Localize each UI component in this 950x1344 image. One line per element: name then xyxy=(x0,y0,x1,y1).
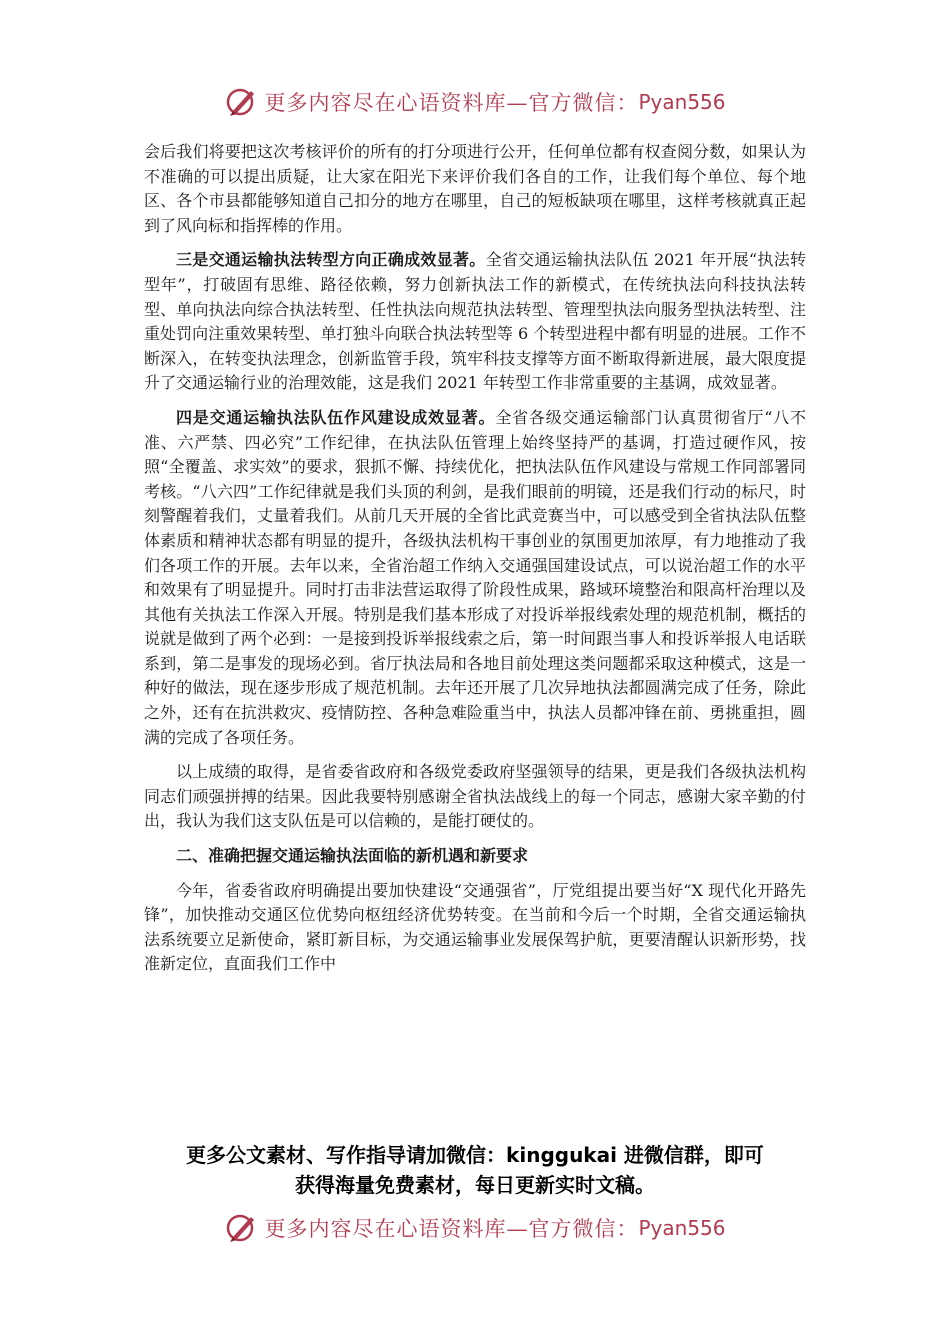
banner-wechat-id: Pyan556 xyxy=(638,90,726,114)
promo-line-1: 更多公文素材、写作指导请加微信：kinggukai 进微信群，即可 xyxy=(186,1143,764,1167)
paragraph-assessment: 会后我们将要把这次考核评价的所有的打分项进行公开，任何单位都有权查阅分数，如果认为不准确的可以提出质疑，让大家在阳光下来评价我们各自的工作，让我们每个单位、每个地区、各个市县都能够知道自己扣分的地方在哪里，自己的短板缺项在哪里，这样考核就真正起到了风向标和指挥棒的作用。 xyxy=(144,142,806,235)
banner-text: 更多内容尽在心语资料库—官方微信： xyxy=(264,91,639,115)
pen-logo-icon xyxy=(224,1211,258,1245)
paragraph-text: 全省各级交通运输部门认真贯彻省厅“八不准、六严禁、四必究”工作纪律，在执法队伍管理上始终坚持严的基调，打造过硬作风，按照“全覆盖、求实效”的要求，狠抓不懈、持续优化，把执法队伍作风建设与常规工作同部署同考核。“八六四”工作纪律就是我们头顶的利剑，是我们眼前的明镜，还是我们行动的标尺，时刻警醒着我们，丈量着我们。从前几天开展的全省比武竞赛当中，可以感受到全省执法队伍整体素质和精神状态都有明显的提升，各级执法机构干事创业的氛围更加浓厚，有力地推动了我们各项工作的开展。去年以来，全省治超工作纳入交通强国建设试点，可以说治超工作的水平和效果有了明显提升。同时打击非法营运取得了阶段性成果，路域环境整治和限高杆治理以及其他有关执法工作深入开展。特别是我们基本形成了对投诉举报线索处理的规范机制，概括的说就是做到了两个必到：一是接到投诉举报线索之后，第一时间跟当事人和投诉举报人电话联系到，第二是事发的现场必到。省厅执法局和各地目前处理这类问题都采取这种模式，这是一种好的做法，现在逐步形成了规范机制。去年还开展了几次异地执法都圆满完成了任务，除此之外，还有在抗洪救灾、疫情防控、各种急难险重当中，执法人员都冲锋在前、勇挑重担，圆满的完成了各项任务。 xyxy=(144,407,806,747)
promo-notice xyxy=(100,1140,850,1200)
document-body xyxy=(144,140,806,977)
promo-line-2: 获得海量免费素材，每日更新实时文稿。 xyxy=(295,1173,655,1197)
banner-wechat-id: Pyan556 xyxy=(638,1216,726,1240)
paragraph-lead: 三是交通运输执法转型方向正确成效显著。 xyxy=(176,250,486,270)
pen-logo-icon xyxy=(224,85,258,119)
header-watermark-banner xyxy=(0,82,950,122)
footer-watermark-banner xyxy=(0,1208,950,1248)
paragraph-thanks: 以上成绩的取得，是省委省政府和各级党委政府坚强领导的结果，更是我们各级执法机构同志们顽强拼搏的结果。因此我要特别感谢全省执法战线上的每一个同志，感谢大家辛勤的付出，我认为我们这支队伍是可以信赖的，是能打硬仗的。 xyxy=(144,762,806,831)
banner-text: 更多内容尽在心语资料库—官方微信： xyxy=(264,1217,639,1241)
paragraph-new-requirements: 今年，省委省政府明确提出要加快建设“交通强省”，厅党组提出要当好“X 现代化开路先锋”，加快推动交通区位优势向枢纽经济优势转变。在当前和今后一个时期，全省交通运输执法系统要立足新使命，紧盯新目标，为交通运输事业发展保驾护航，更要清醒认识新形势，找准新定位，直面我们工作中 xyxy=(144,880,806,974)
paragraph-transformation xyxy=(144,248,806,396)
section-heading: 二、准确把握交通运输执法面临的新机遇和新要求 xyxy=(176,846,529,866)
paragraph-text: 全省交通运输执法队伍 2021 年开展“执法转型年”，打破固有思维、路径依赖，努力创新执法工作的新模式，在传统执法向科技执法转型、单向执法向综合执法转型、任性执法向规范执法转型、管理型执法向服务型执法转型、注重处罚向注重效果转型、单打独斗向联合执法转型等 6 个转型进程中都有明显的进展。工作不断深入，在转变执法理念，创新监管手段，筑牢科技支撑等方面不断取得新进展，最大限度提升了交通运输行业的治理效能，这是我们 2021 年转型工作非常重要的主基调，成效显著。 xyxy=(144,250,806,393)
paragraph-lead: 四是交通运输执法队伍作风建设成效显著。 xyxy=(176,407,496,427)
paragraph-style-building xyxy=(144,406,806,750)
